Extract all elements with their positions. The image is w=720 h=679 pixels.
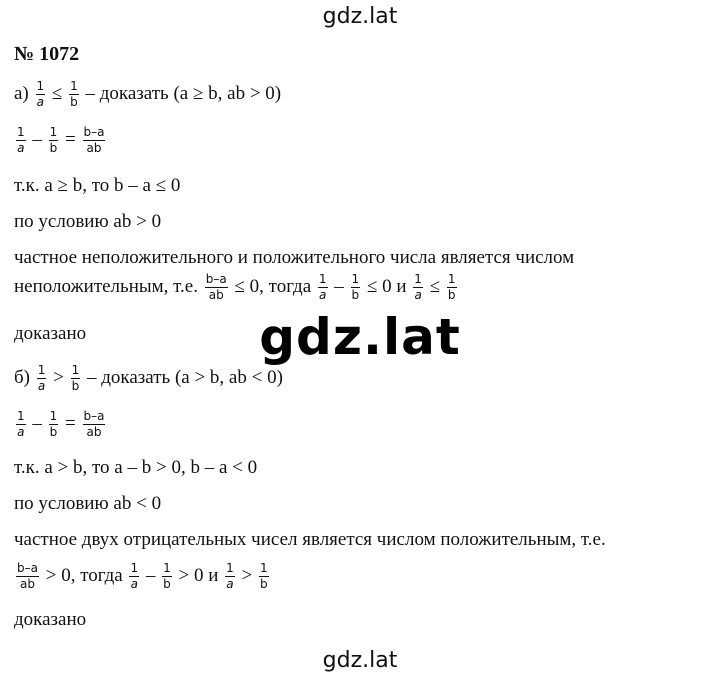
part-a-line-4: по условию ab > 0: [14, 211, 162, 232]
part-a-difference: $\frac{1}{a}$ – $\frac{1}{b}$ = $\frac{b-a}{ab}$: [17, 125, 105, 155]
part-b-line-6: $\frac{b-a}{ab}$ > 0, тогда $\frac{1}{a}$ – $\frac{1}{b}$ > 0 и $\frac{1}{a}$ > $\frac{1}{b}$: [17, 561, 268, 591]
part-a-label: а): [14, 82, 29, 104]
part-b-line-4: по условию ab < 0: [14, 493, 162, 514]
part-a-proved: доказано: [14, 323, 87, 344]
part-a-statement: а) $\frac{1}{a}$ ≤ $\frac{1}{b}$ – доказать (a ≥ b, ab > 0): [14, 79, 282, 109]
part-b-line-3: т.к. a > b, то a – b > 0, b – a < 0: [14, 457, 258, 478]
watermark: gdz.lat: [259, 308, 461, 366]
fraction-1-over-a: $\frac{1}{a}$: [36, 79, 45, 109]
part-b-difference: $\frac{1}{a}$ – $\frac{1}{b}$ = $\frac{b-a}{ab}$: [17, 409, 105, 439]
site-footer-text: gdz.lat: [322, 648, 398, 673]
fraction-1-over-b: $\frac{1}{b}$: [70, 79, 78, 109]
part-b-proved: доказано: [14, 609, 87, 630]
exercise-title: № 1072: [14, 43, 80, 65]
site-header-text: gdz.lat: [322, 4, 398, 29]
part-b-task: – доказать (a > b, ab < 0): [87, 366, 283, 388]
part-a-line-5: частное неположительного и положительного числа является числом: [14, 247, 575, 268]
part-a-task: – доказать (a ≥ b, ab > 0): [85, 82, 282, 104]
part-b-line-5: частное двух отрицательных чисел является числом положительным, т.е.: [14, 529, 606, 550]
part-a-line-3: т.к. a ≥ b, то b – a ≤ 0: [14, 175, 181, 196]
part-b-statement: б) $\frac{1}{a}$ > $\frac{1}{b}$ – доказать (a > b, ab < 0): [14, 363, 283, 393]
part-a-line-6: неположительным, т.е. $\frac{b-a}{ab}$ ≤ 0, тогда $\frac{1}{a}$ – $\frac{1}{b}$ ≤ 0 и $\frac{1}{a}$ ≤ $\frac{1}{b}$: [14, 272, 456, 302]
fraction-result: $\frac{b-a}{ab}$: [83, 125, 105, 155]
part-b-label: б): [14, 366, 30, 388]
